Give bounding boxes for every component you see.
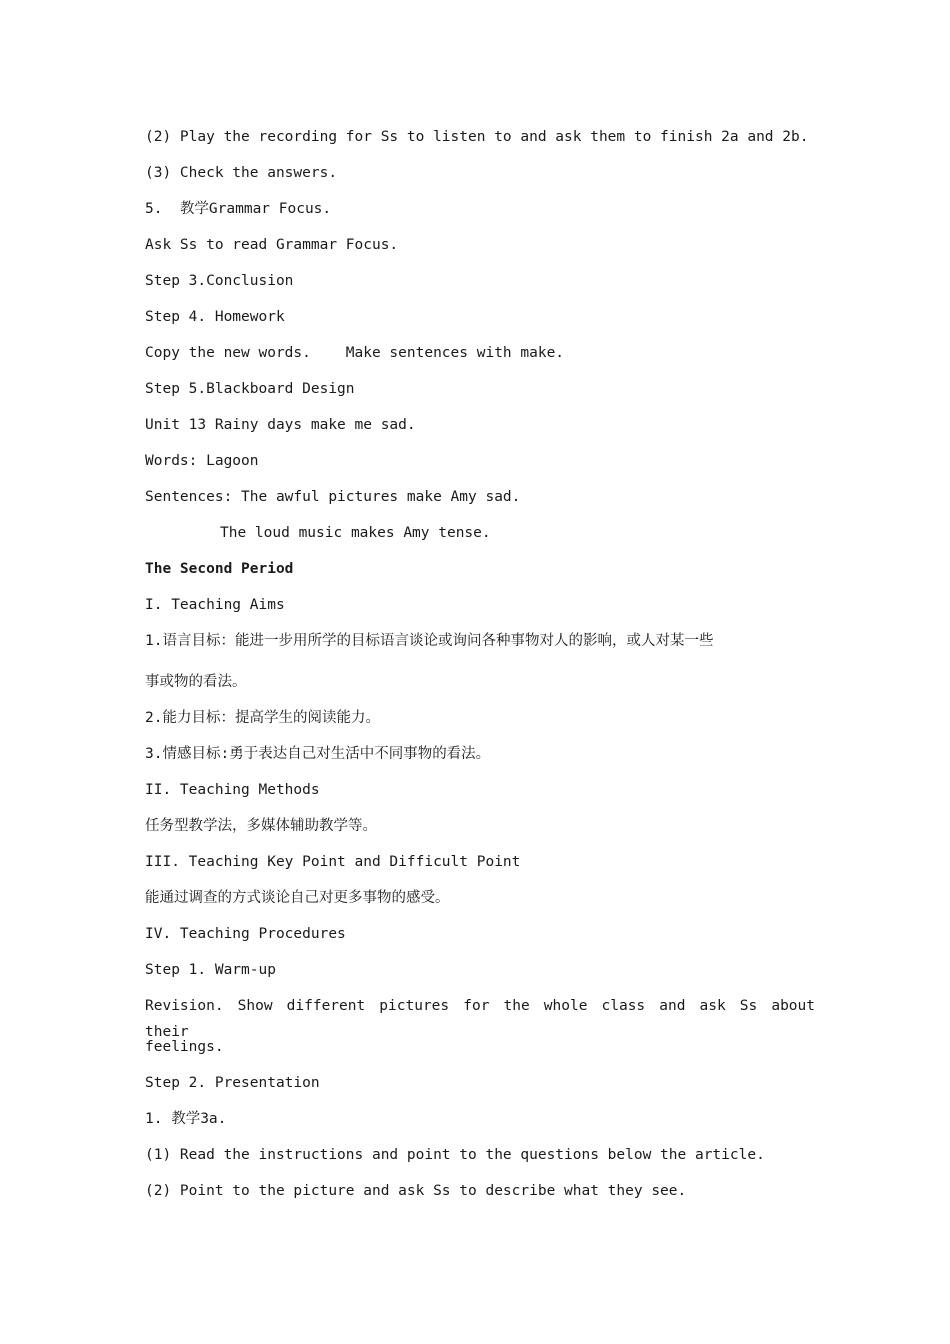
- text-line: 能通过调查的方式谈论自己对更多事物的感受。: [145, 890, 450, 906]
- section-heading: Step 5.Blackboard Design: [145, 381, 355, 397]
- text-line: Copy the new words. Make sentences with make.: [145, 345, 565, 361]
- document-body: [145, 124, 815, 1214]
- text-line: Revision. Show different pictures for the whole class and ask Ss about their: [145, 998, 815, 1040]
- section-heading: II. Teaching Methods: [145, 782, 320, 798]
- section-heading: Step 2. Presentation: [145, 1075, 320, 1091]
- text-line: 1.语言目标：能进一步用所学的目标语言谈论或询问各种事物对人的影响，或人对某一些: [145, 633, 714, 649]
- text-line: (2) Point to the picture and ask Ss to describe what they see.: [145, 1183, 687, 1199]
- period-title: The Second Period: [145, 561, 294, 577]
- text-line: 5. 教学Grammar Focus.: [145, 201, 332, 217]
- section-heading: Step 1. Warm-up: [145, 962, 276, 978]
- text-line: (2) Play the recording for Ss to listen to and ask them to finish 2a and 2b.: [145, 129, 809, 145]
- text-line: 1. 教学3a.: [145, 1111, 227, 1127]
- text-line: Sentences: The awful pictures make Amy sad.: [145, 489, 521, 505]
- section-heading: III. Teaching Key Point and Difficult Point: [145, 854, 521, 870]
- text-line: 3.情感目标:勇于表达自己对生活中不同事物的看法。: [145, 746, 491, 762]
- section-heading: Step 3.Conclusion: [145, 273, 294, 289]
- text-line: 任务型教学法，多媒体辅助教学等。: [145, 818, 377, 834]
- section-heading: I. Teaching Aims: [145, 597, 285, 613]
- section-heading: IV. Teaching Procedures: [145, 926, 346, 942]
- text-line: Words: Lagoon: [145, 453, 259, 469]
- text-line: 2.能力目标：提高学生的阅读能力。: [145, 710, 380, 726]
- text-line: Unit 13 Rainy days make me sad.: [145, 417, 416, 433]
- text-line: The loud music makes Amy tense.: [220, 525, 491, 541]
- section-heading: Step 4. Homework: [145, 309, 285, 325]
- text-line: Ask Ss to read Grammar Focus.: [145, 237, 399, 253]
- text-line: (1) Read the instructions and point to the questions below the article.: [145, 1147, 765, 1163]
- text-line: 事或物的看法。: [145, 674, 247, 690]
- text-line: (3) Check the answers.: [145, 165, 338, 181]
- text-line: feelings.: [145, 1039, 224, 1055]
